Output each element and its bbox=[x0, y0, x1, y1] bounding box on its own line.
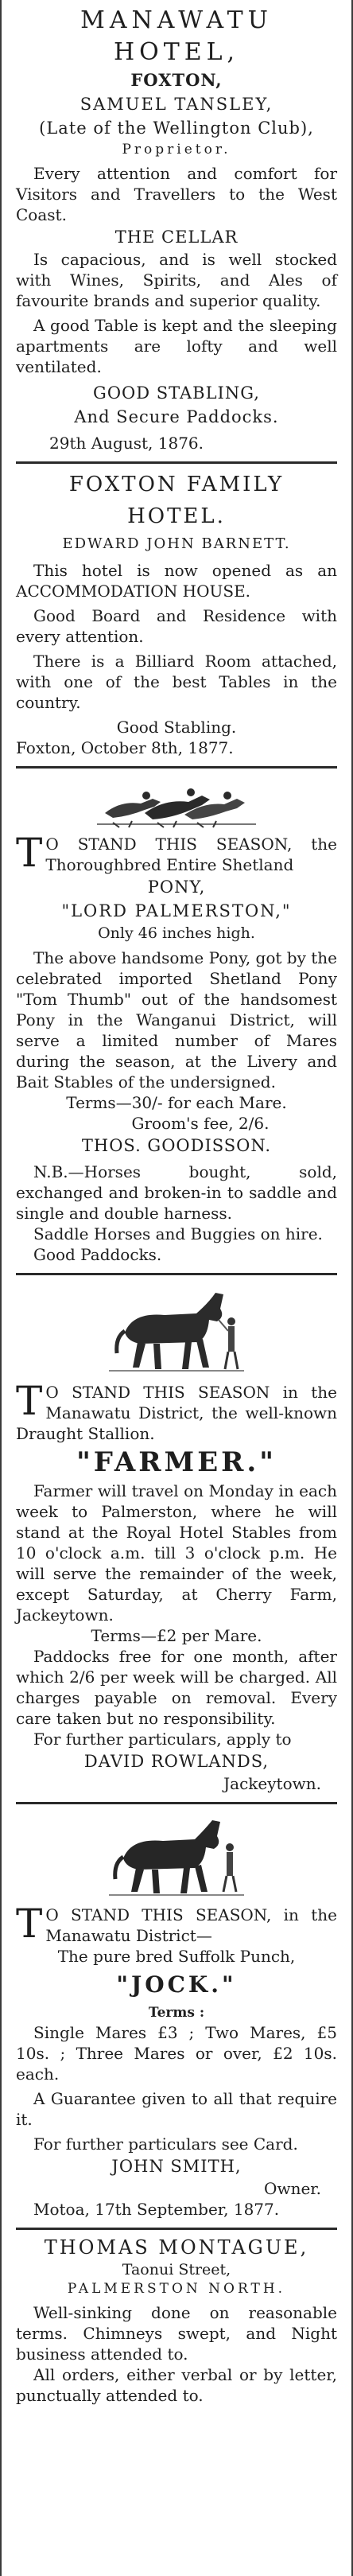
jock-terms: Single Mares £3 ; Two Mares, £5 10s. ; Three Mares or over, £2 10s. each. bbox=[16, 2023, 337, 2084]
thomas-montague-advert bbox=[16, 2230, 337, 2414]
lord-palmerston-breed: PONY, bbox=[147, 877, 206, 897]
jock-name: "JOCK." bbox=[116, 1971, 237, 1998]
thomas-montague-headline: THOMAS MONTAGUE, bbox=[44, 2236, 309, 2259]
thomas-montague-town: PALMERSTON NORTH. bbox=[67, 2281, 286, 2297]
foxton-family-hotel-stabling: Good Stabling. bbox=[116, 718, 237, 737]
foxton-family-hotel-date: Foxton, October 8th, 1877. bbox=[16, 738, 234, 757]
jock-guarantee: A Guarantee given to all that require it. bbox=[16, 2089, 337, 2129]
manawatu-hotel-para-1: Every attention and comfort for Visitors and Travellers to the West Coast. bbox=[16, 164, 337, 224]
racing-horses-engraving bbox=[97, 778, 256, 829]
draught-horse-engraving bbox=[109, 1285, 244, 1377]
foxton-family-hotel-para-3: There is a Billiard Room attached, with one of the best Tables in the country. bbox=[16, 652, 337, 712]
manawatu-hotel-date: 29th August, 1876. bbox=[49, 434, 204, 453]
manawatu-hotel-proprietor-name: SAMUEL TANSLEY, bbox=[80, 95, 273, 114]
lord-palmerston-owner: THOS. GOODISSON. bbox=[81, 1136, 272, 1155]
farmer-terms: Terms—£2 per Mare. bbox=[91, 1626, 262, 1645]
manawatu-hotel-cellar-title: THE CELLAR bbox=[114, 228, 239, 247]
foxton-family-hotel-headline: FOXTON FAMILY HOTEL. bbox=[68, 473, 285, 528]
jock-intro: O STAND THIS SEASON, in the Manawatu District— bbox=[45, 1905, 337, 1945]
lord-palmerston-para-3: Saddle Horses and Buggies on hire. bbox=[33, 1224, 323, 1243]
jock-owner: JOHN SMITH, bbox=[111, 2157, 242, 2176]
jock-breed: The pure bred Suffolk Punch, bbox=[57, 1947, 296, 1966]
farmer-stallion-advert bbox=[16, 1275, 337, 1802]
foxton-family-hotel-proprietor: EDWARD JOHN BARNETT. bbox=[62, 535, 291, 552]
lord-palmerston-intro: O STAND THIS SEASON, the Thoroughbred Entire Shetland bbox=[45, 835, 337, 874]
jock-advert bbox=[16, 1804, 337, 2228]
manawatu-hotel-para-2: Is capacious, and is well stocked with Wines, Spirits, and Ales of favourite brands and superior quality. bbox=[16, 250, 337, 310]
drop-cap-t: T bbox=[16, 830, 43, 876]
thomas-montague-para-2: All orders, either verbal or by letter, punctually attended to. bbox=[16, 2365, 337, 2405]
lord-palmerston-terms: Terms—30/- for each Mare. bbox=[66, 1093, 287, 1112]
lord-palmerston-advert bbox=[16, 769, 337, 1273]
foxton-family-hotel-para-1: This hotel is now opened as an ACCOMMODATION HOUSE. bbox=[16, 561, 337, 601]
farmer-name: "FARMER." bbox=[76, 1446, 277, 1478]
jock-owner-title: Owner. bbox=[264, 2179, 321, 2198]
lord-palmerston-para-4: Good Paddocks. bbox=[33, 1245, 162, 1264]
jock-date: Motoa, 17th September, 1877. bbox=[33, 2200, 280, 2219]
manawatu-hotel-late-of: (Late of the Wellington Club), bbox=[39, 119, 314, 138]
foxton-family-hotel-para-2: Good Board and Residence with every attention. bbox=[16, 606, 337, 646]
farmer-intro: O STAND THIS SEASON in the Manawatu District, the well-known Draught Stallion. bbox=[16, 1383, 337, 1443]
farmer-owner-place: Jackeytown. bbox=[223, 1774, 321, 1793]
foxton-family-hotel-advert bbox=[16, 464, 337, 766]
farmer-owner: DAVID ROWLANDS, bbox=[83, 1752, 270, 1771]
manawatu-hotel-proprietor-title: Proprietor. bbox=[122, 142, 231, 158]
manawatu-hotel-paddocks: And Secure Paddocks. bbox=[74, 407, 279, 426]
farmer-para-1: Farmer will travel on Monday in each week to Palmerston, where he will stand at the Royal Hotel Stables from 10 o'clock a.m. till 3 o'clock p.m. He will serve the remainder of the week, except Saturday, at Cherry Farm, Jackeytown. bbox=[16, 1481, 337, 1625]
manawatu-hotel-stabling: GOOD STABLING, bbox=[93, 383, 260, 403]
lord-palmerston-para-1: The above handsome Pony, got by the celebrated imported Shetland Pony "Tom Thumb" out of the handsomest Pony in the Wanganui District, will serve a limited number of Mares during the season, at the Livery and Bait Stables of the undersigned. bbox=[16, 948, 338, 1091]
manawatu-hotel-advert bbox=[16, 0, 337, 461]
drop-cap-t: T bbox=[16, 1378, 43, 1424]
lord-palmerston-name: "LORD PALMERSTON," bbox=[61, 901, 292, 920]
farmer-para-3: For further particulars, apply to bbox=[33, 1730, 292, 1749]
thomas-montague-para-1: Well-sinking done on reasonable terms. Chimneys swept, and Night business attended to. bbox=[16, 2303, 337, 2364]
drop-cap-t: T bbox=[16, 1901, 43, 1947]
manawatu-hotel-headline: MANAWATU HOTEL, bbox=[80, 6, 273, 66]
suffolk-punch-engraving bbox=[109, 1814, 244, 1900]
lord-palmerston-para-2: N.B.—Horses bought, sold, exchanged and broken-in to saddle and single and double harness. bbox=[16, 1162, 337, 1223]
thomas-montague-street: Taonui Street, bbox=[122, 2261, 231, 2278]
manawatu-hotel-para-3: A good Table is kept and the sleeping apartments are lofty and well ventilated. bbox=[16, 316, 337, 376]
lord-palmerston-groom-fee: Groom's fee, 2/6. bbox=[131, 1114, 270, 1133]
farmer-para-2: Paddocks free for one month, after which 2/6 per week will be charged. All charges payable on removal. Every care taken but no responsibility. bbox=[16, 1647, 337, 1728]
jock-terms-label: Terms : bbox=[148, 2005, 205, 2021]
lord-palmerston-height: Only 46 inches high. bbox=[98, 924, 255, 942]
jock-particulars: For further particulars see Card. bbox=[33, 2134, 298, 2154]
manawatu-hotel-place: FOXTON, bbox=[130, 70, 223, 90]
